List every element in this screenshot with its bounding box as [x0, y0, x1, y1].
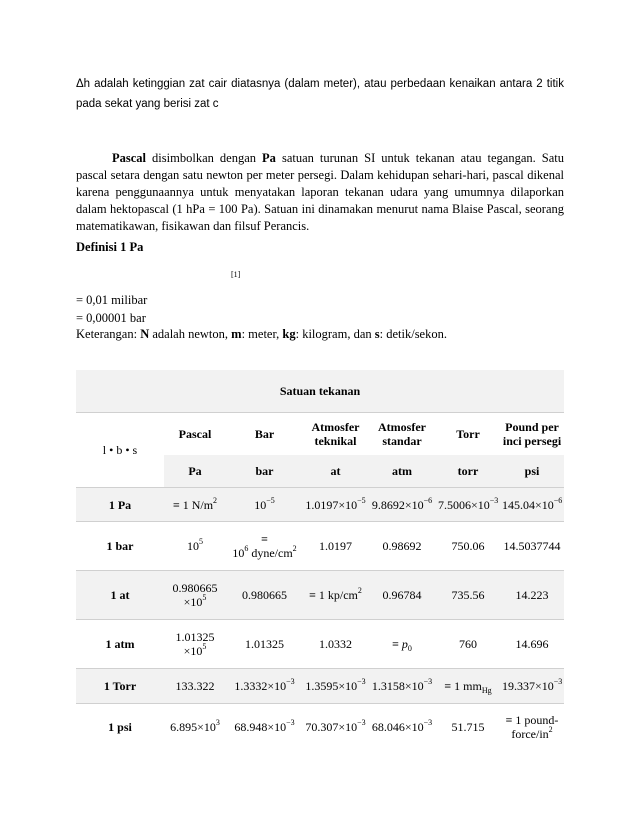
exponent: 5	[202, 593, 207, 602]
pascal-paragraph	[76, 150, 564, 235]
legend-note	[76, 327, 447, 342]
row-header: 1 bar	[76, 522, 164, 571]
table-row	[76, 571, 564, 620]
value-cell	[436, 488, 500, 522]
value: 68.046×10	[371, 720, 424, 734]
value-cell	[303, 704, 368, 751]
value: ≡ 1 N/m	[172, 497, 214, 512]
symbol-cell: psi	[500, 455, 564, 488]
exponent: −3	[423, 718, 433, 727]
header-cell: Pascal	[164, 413, 226, 456]
value: 1.3595×10	[305, 679, 358, 693]
exponent: −3	[357, 677, 366, 686]
value: 1.0197×10	[305, 497, 358, 512]
value: ≡	[261, 532, 268, 546]
value: ≡ 1 pound-	[505, 713, 559, 727]
header-cell: Pound per inci persegi	[500, 413, 564, 456]
value-cell	[368, 488, 436, 522]
value-cell	[436, 669, 500, 704]
value: 10	[187, 539, 199, 553]
exponent: −5	[357, 495, 366, 505]
value-cell: 760	[436, 620, 500, 669]
value: 9.8692×10	[371, 497, 424, 512]
value: ≡ 1 mm	[444, 679, 482, 693]
table-row	[76, 704, 564, 751]
header-cell: Atmosfer standar	[368, 413, 436, 456]
value-cell	[164, 704, 226, 751]
value-cell: 735.56	[436, 571, 500, 620]
exponent: −3	[286, 718, 295, 727]
exponent: 6	[244, 544, 249, 553]
note-bold: N	[140, 327, 150, 341]
note-text: adalah newton,	[149, 327, 232, 341]
value: ×10	[183, 595, 203, 609]
value-cell: 0.980665	[226, 571, 303, 620]
para-text-1: disimbolkan dengan	[146, 151, 263, 165]
value-cell	[368, 620, 436, 669]
value-cell	[368, 704, 436, 751]
row-header: 1 Torr	[76, 669, 164, 704]
note-text: : meter,	[241, 327, 283, 341]
value-cell: 14.223	[500, 571, 564, 620]
note-text: : kilogram, dan	[295, 327, 375, 341]
note-text: : detik/sekon.	[379, 327, 447, 341]
value-cell: 0.98692	[368, 522, 436, 571]
footnote-ref: [1]	[231, 270, 241, 279]
value: 1.3158×10	[371, 679, 424, 693]
value-cell	[164, 522, 226, 571]
value-cell	[226, 488, 303, 522]
value-cell	[500, 488, 564, 522]
note-bold: m	[231, 327, 242, 341]
value: ×10	[183, 644, 203, 658]
value-cell: 0.96784	[368, 571, 436, 620]
table-caption: Satuan tekanan	[76, 370, 564, 413]
value-cell	[303, 571, 368, 620]
row-header: 1 Pa	[76, 488, 164, 522]
definition-title: Definisi 1 Pa	[76, 240, 144, 254]
equiv-millibar: = 0,01 milibar	[76, 293, 148, 307]
exponent: 5	[199, 537, 203, 546]
value-cell	[226, 704, 303, 751]
symbol-cell: at	[303, 455, 368, 488]
exponent: 2	[548, 725, 553, 734]
value: 68.948×10	[234, 720, 287, 734]
exponent: −6	[553, 495, 563, 505]
value: dyne/cm	[248, 546, 293, 560]
row-header: 1 at	[76, 571, 164, 620]
value: force/in	[511, 727, 549, 741]
subscript: 0	[407, 644, 412, 653]
value-cell: 1.0197	[303, 522, 368, 571]
value-cell	[368, 669, 436, 704]
value-cell: 14.696	[500, 620, 564, 669]
corner-cell: l • b • s	[76, 413, 164, 488]
subscript: Hg	[481, 686, 492, 695]
equiv-bar: = 0,00001 bar	[76, 311, 146, 325]
note-bold: kg	[282, 327, 296, 341]
exponent: 3	[215, 718, 220, 727]
value-cell	[500, 669, 564, 704]
value-cell	[226, 669, 303, 704]
header-cell: Atmosfer teknikal	[303, 413, 368, 456]
value: p	[401, 637, 408, 651]
symbol-cell: bar	[226, 455, 303, 488]
table-row	[76, 488, 564, 522]
exponent: 2	[213, 495, 218, 505]
exponent: −3	[357, 718, 366, 727]
value-cell: 133.322	[164, 669, 226, 704]
exponent: −3	[553, 677, 563, 686]
value-cell: 14.5037744	[500, 522, 564, 571]
value: 19.337×10	[502, 679, 554, 693]
table-row	[76, 620, 564, 669]
pressure-units-table	[76, 370, 564, 750]
value-cell	[226, 522, 303, 571]
value: 1.01325	[175, 630, 215, 644]
value-cell	[164, 620, 226, 669]
value-cell	[164, 488, 226, 522]
value: 1.3332×10	[234, 679, 287, 693]
symbol-cell: Pa	[164, 455, 226, 488]
value: ≡ 1 kp/cm	[309, 588, 358, 602]
value-cell	[303, 669, 368, 704]
row-header: 1 atm	[76, 620, 164, 669]
exponent: −5	[266, 495, 275, 505]
value-cell: 1.01325	[226, 620, 303, 669]
table-row	[76, 669, 564, 704]
value-cell	[303, 488, 368, 522]
value-cell	[500, 704, 564, 751]
header-cell: Torr	[436, 413, 500, 456]
value: 6.895×10	[170, 720, 216, 734]
row-header: 1 psi	[76, 704, 164, 751]
symbol-cell: torr	[436, 455, 500, 488]
header-cell: Bar	[226, 413, 303, 456]
note-bold: s	[374, 327, 380, 341]
table-row	[76, 522, 564, 571]
value-cell: 750.06	[436, 522, 500, 571]
exponent: −3	[423, 677, 433, 686]
exponent: −3	[286, 677, 295, 686]
term-pascal: Pascal	[112, 151, 147, 165]
value-cell: 51.715	[436, 704, 500, 751]
term-pa: Pa	[262, 151, 276, 165]
value-cell	[164, 571, 226, 620]
exponent: 5	[202, 642, 207, 651]
value: 145.04×10	[502, 497, 554, 512]
note-text: Keterangan:	[76, 327, 141, 341]
value: 10	[232, 546, 245, 560]
value: 0.980665	[172, 581, 218, 595]
exponent: −6	[423, 495, 433, 505]
value: 7.5006×10	[438, 497, 490, 512]
exponent: 2	[292, 544, 297, 553]
intro-text: Δh adalah ketinggian zat cair diatasnya (dalam meter), atau perbedaan kenaikan antara 2 titik pada sekat yang berisi zat c	[76, 78, 564, 110]
symbol-cell: atm	[368, 455, 436, 488]
value: ≡	[392, 637, 402, 651]
exponent: −3	[489, 495, 499, 505]
value: 10	[254, 497, 267, 512]
exponent: 2	[357, 586, 362, 595]
value: 70.307×10	[305, 720, 358, 734]
value-cell: 1.0332	[303, 620, 368, 669]
para-text-2: satuan turunan SI untuk tekanan atau tegangan. Satu pascal setara dengan satu newton per meter persegi. Dalam kehidupan sehari-hari, pascal dikenal karena penggunaannya untuk menyatakan laporan tekanan udara yang umumnya dilaporkan dalam hektopascal (1 hPa = 100 Pa). Satuan ini dinamakan menurut nama Blaise Pascal, seorang matematikawan, fisikawan dan filsuf Perancis.	[76, 151, 565, 233]
